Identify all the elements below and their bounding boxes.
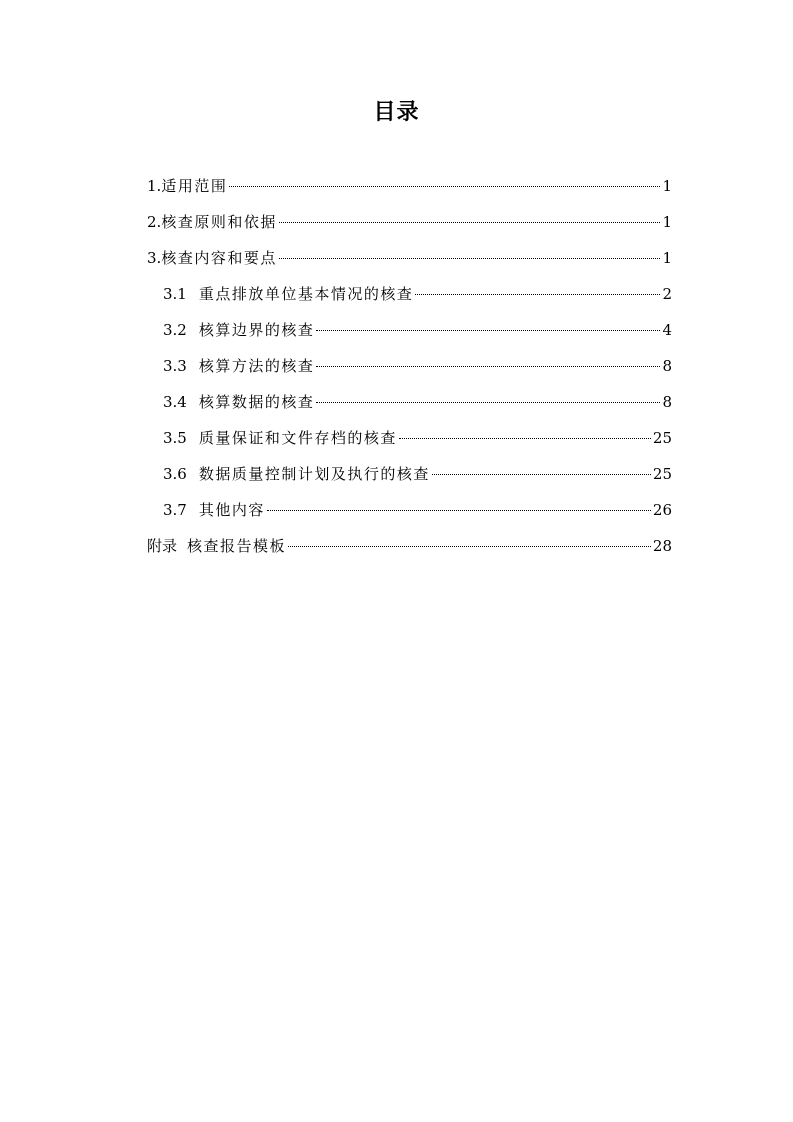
- toc-entry-3-1[interactable]: [147, 276, 672, 312]
- toc-entry-text: 质量保证和文件存档的核查: [198, 429, 397, 447]
- toc-entry-number: 1.: [147, 177, 162, 195]
- toc-title: 目录: [373, 100, 420, 125]
- dot-leader: [279, 257, 661, 259]
- toc-entry-3-7[interactable]: [147, 492, 672, 528]
- toc-entry-page: 25: [652, 465, 672, 483]
- toc-entry-text: 核查内容和要点: [161, 249, 277, 267]
- toc-entry-text: 核算数据的核查: [198, 393, 315, 411]
- toc-entry-text: 重点排放单位基本情况的核查: [198, 285, 414, 303]
- toc-entry-text: 其他内容: [198, 501, 265, 519]
- toc-entry-number: 3.5: [163, 429, 187, 447]
- toc-entry-text: 适用范围: [161, 177, 228, 195]
- toc-entry-page: 1: [662, 213, 672, 231]
- toc-entry-number: 3.6: [163, 465, 187, 483]
- toc-entry-number: 2.: [147, 213, 162, 231]
- dot-leader: [229, 185, 660, 187]
- toc-entry-number: 3.2: [163, 321, 187, 339]
- toc-entry-number: 3.1: [163, 285, 187, 303]
- toc-entry-3-3[interactable]: [147, 348, 672, 384]
- toc-entry-text: 数据质量控制计划及执行的核查: [198, 465, 430, 483]
- dot-leader: [316, 329, 660, 331]
- toc-entry-page: 26: [652, 501, 672, 519]
- dot-leader: [415, 293, 660, 295]
- dot-leader: [316, 365, 660, 367]
- toc-entry-page: 25: [652, 429, 672, 447]
- toc-entry-3-6[interactable]: [147, 456, 672, 492]
- toc-entry-scope[interactable]: [147, 168, 672, 204]
- dot-leader: [288, 545, 651, 547]
- toc-entry-number: 3.3: [163, 357, 187, 375]
- toc-entry-text: 核查原则和依据: [161, 213, 277, 231]
- toc-entry-3-5[interactable]: [147, 420, 672, 456]
- toc-entry-3-2[interactable]: [147, 312, 672, 348]
- toc-entry-page: 8: [662, 357, 672, 375]
- toc-entry-page: 4: [662, 321, 672, 339]
- dot-leader: [267, 509, 651, 511]
- toc-entry-number: 3.7: [163, 501, 187, 519]
- toc-entry-appendix[interactable]: [147, 528, 672, 564]
- toc-entry-page: 1: [662, 249, 672, 267]
- toc-entry-number: 3.: [147, 249, 162, 267]
- toc-entry-page: 8: [662, 393, 672, 411]
- dot-leader: [316, 401, 660, 403]
- toc-entry-page: 28: [652, 537, 672, 555]
- toc-entry-text: 核算边界的核查: [198, 321, 315, 339]
- toc-entry-3-4[interactable]: [147, 384, 672, 420]
- dot-leader: [399, 437, 651, 439]
- toc-entry-page: 2: [662, 285, 672, 303]
- toc-entry-principles[interactable]: [147, 204, 672, 240]
- toc-entry-number: 附录: [147, 537, 178, 555]
- dot-leader: [432, 473, 651, 475]
- toc-entry-text: 核算方法的核查: [198, 357, 315, 375]
- toc-entry-page: 1: [662, 177, 672, 195]
- toc-entry-text: 核查报告模板: [187, 537, 287, 555]
- toc-entry-content[interactable]: [147, 240, 672, 276]
- toc-list: [147, 168, 672, 564]
- toc-entry-number: 3.4: [163, 393, 187, 411]
- dot-leader: [279, 221, 661, 223]
